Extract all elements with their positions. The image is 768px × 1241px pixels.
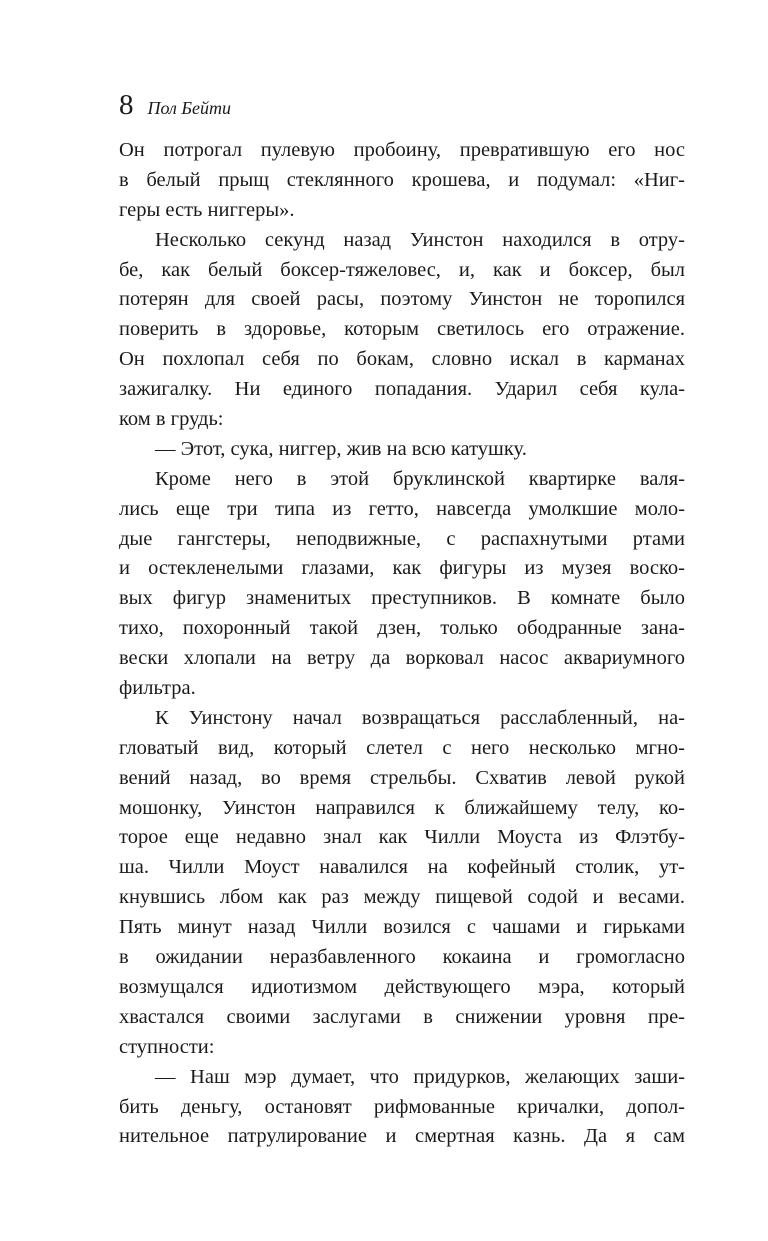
text-line: поверить в здоровье, которым светилось его отражение. bbox=[119, 318, 685, 341]
text-line: геры есть ниггеры». bbox=[119, 198, 295, 221]
text-line: потерян для своей расы, поэтому Уинстон не торопился bbox=[119, 288, 685, 311]
text-line: Пять минут назад Чилли возился с чашами и гирьками bbox=[119, 916, 685, 939]
running-head bbox=[119, 88, 231, 122]
text-line: и остекленелыми глазами, как фигуры из музея воско- bbox=[119, 557, 685, 580]
text-line: в белый прыщ стеклянного крошева, и подумал: «Ниг- bbox=[119, 168, 685, 191]
text-line: нительное патрулирование и смертная казнь. Да я сам bbox=[119, 1125, 685, 1148]
text-line: фильтра. bbox=[119, 677, 196, 700]
text-line: Несколько секунд назад Уинстон находился в отру- bbox=[155, 228, 685, 251]
text-line: ком в грудь: bbox=[119, 408, 224, 431]
text-line: вых фигур знаменитых преступников. В комнате было bbox=[119, 587, 685, 610]
text-line: дые гангстеры, неподвижные, с распахнутыми ртами bbox=[119, 527, 685, 550]
text-line: Кроме него в этой бруклинской квартирке валя- bbox=[155, 467, 685, 490]
text-line: — Наш мэр думает, что придурков, желающих заши- bbox=[155, 1065, 685, 1088]
text-line: в ожидании неразбавленного кокаина и громогласно bbox=[119, 946, 685, 969]
text-line: Он похлопал себя по бокам, словно искал в карманах bbox=[119, 348, 685, 371]
text-line: — Этот, сука, ниггер, жив на всю катушку. bbox=[155, 437, 527, 460]
text-line: бе, как белый боксер-тяжеловес, и, как и боксер, был bbox=[119, 258, 685, 281]
text-line: ша. Чилли Моуст навалился на кофейный столик, ут- bbox=[119, 856, 685, 879]
text-line: мошонку, Уинстон направился к ближайшему телу, ко- bbox=[119, 796, 685, 819]
text-line: ступности: bbox=[119, 1035, 215, 1058]
text-line: вески хлопали на ветру да ворковал насос аквариумного bbox=[119, 647, 685, 670]
text-line: вений назад, во время стрельбы. Схватив левой рукой bbox=[119, 766, 685, 789]
text-line: зажигалку. Ни единого попадания. Ударил себя кула- bbox=[119, 378, 685, 401]
text-line: Он потрогал пулевую пробоину, превратившую его нос bbox=[119, 139, 685, 161]
author-name: Пол Бейти bbox=[147, 98, 232, 118]
body-text bbox=[119, 136, 685, 1152]
text-line: К Уинстону начал возвращаться расслабленный, на- bbox=[155, 706, 685, 729]
text-line: лись еще три типа из гетто, навсегда умолкшие моло- bbox=[119, 497, 685, 520]
text-line: тихо, похоронный такой дзен, только ободранные зана- bbox=[119, 617, 685, 640]
text-line: возмущался идиотизмом действующего мэра, который bbox=[119, 975, 685, 998]
text-line: торое еще недавно знал как Чилли Моуста из Флэтбу- bbox=[119, 826, 685, 849]
text-line: бить деньгу, остановят рифмованные кричалки, допол- bbox=[119, 1095, 685, 1118]
text-line: гловатый вид, который слетел с него несколько мгно- bbox=[119, 736, 685, 759]
text-line: кнувшись лбом как раз между пищевой содой и весами. bbox=[119, 886, 685, 909]
page-number: 8 bbox=[119, 89, 134, 121]
text-line: хвастался своими заслугами в снижении уровня пре- bbox=[119, 1005, 685, 1028]
